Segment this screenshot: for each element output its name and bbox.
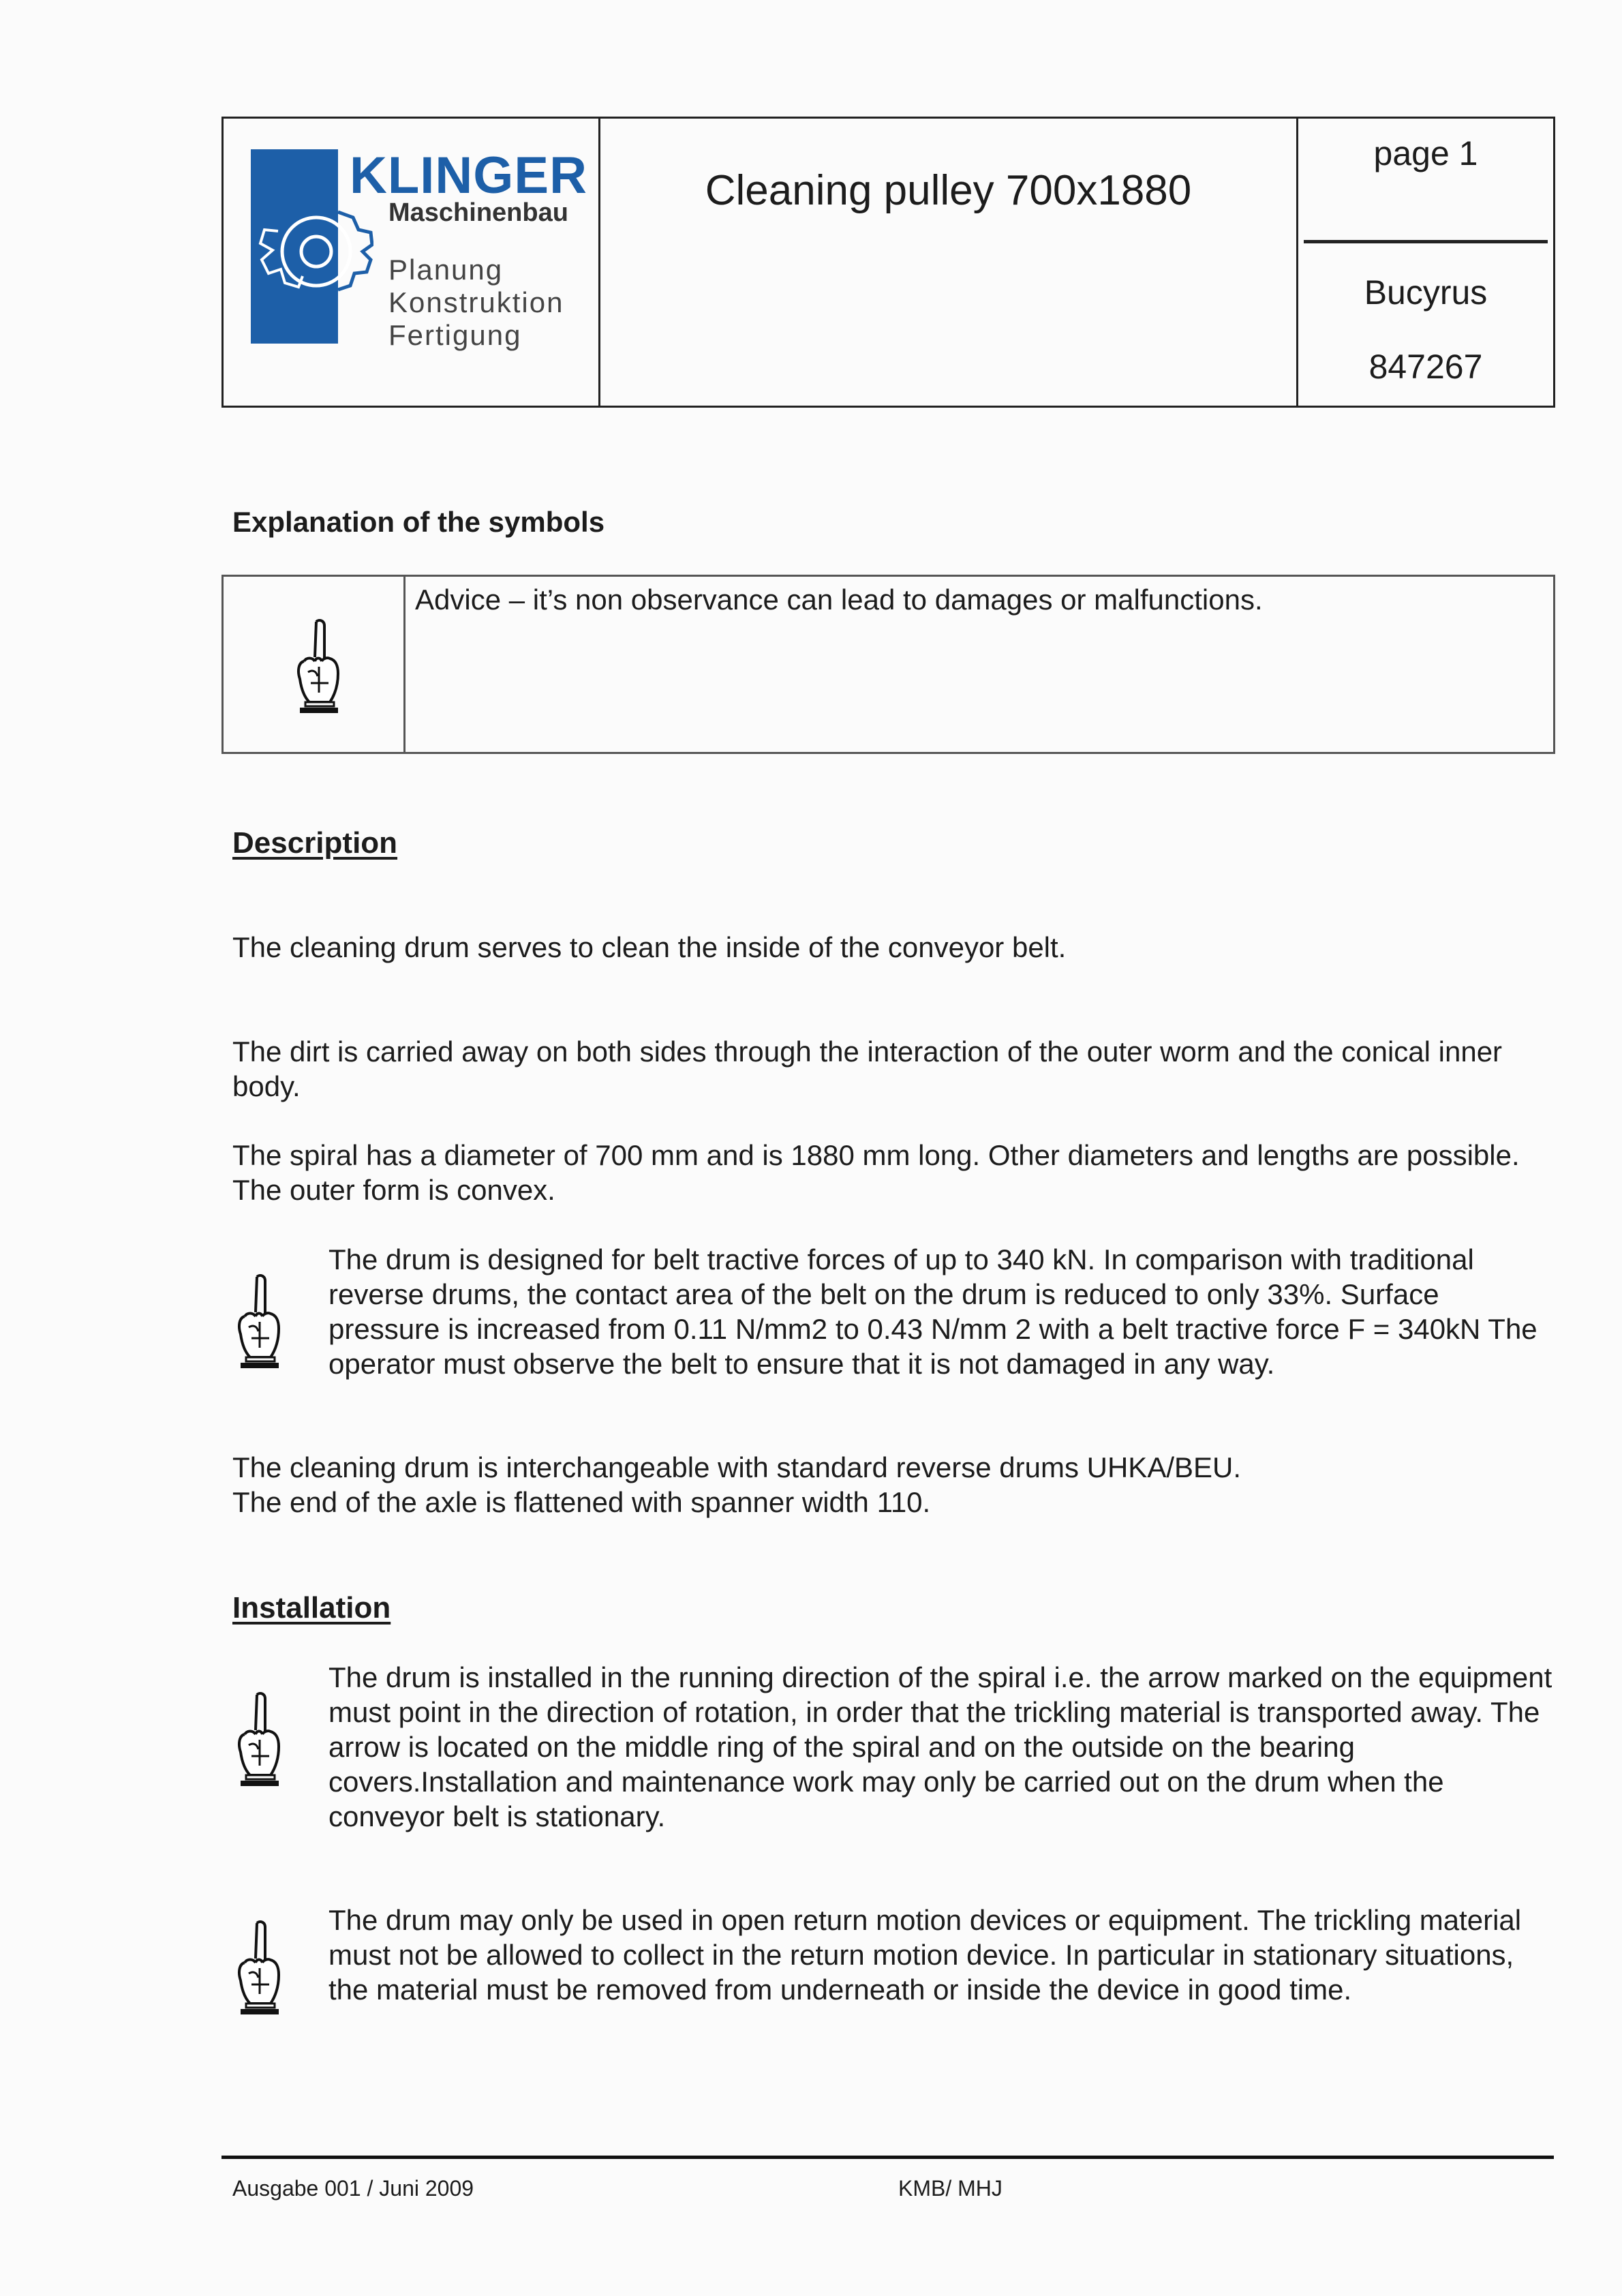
pointing-hand-icon <box>230 1691 284 1787</box>
description-paragraph-3: The spiral has a diameter of 700 mm and is 1880 mm long. Other diameters and lengths are possible. The outer form is convex. <box>232 1139 1520 1206</box>
installation-heading: Installation <box>232 1591 391 1625</box>
logo-line-planung: Planung <box>388 254 504 286</box>
customer-name: Bucyrus <box>1364 273 1488 312</box>
info-divider <box>1304 240 1548 243</box>
symbols-table <box>221 575 1555 754</box>
pointing-hand-icon <box>289 618 343 714</box>
symbol-cell <box>224 577 406 752</box>
pointing-hand-icon <box>230 1273 284 1370</box>
installation-note-1: The drum is installed in the running direction of the spiral i.e. the arrow marked on the equipment must point in the direction of rotation, in order that the trickling material is transported away. The arrow is located on the middle ring of the spiral and on the outside on the bearing covers.Installation and maintenance work may only be carried out on the drum when the conveyor belt is stationary. <box>328 1661 1552 1832</box>
info-cell <box>1296 119 1553 406</box>
document-number: 847267 <box>1368 348 1483 386</box>
footer-rule <box>221 2156 1554 2159</box>
description-heading: Description <box>232 826 398 860</box>
description-note: The drum is designed for belt tractive forces of up to 340 kN. In comparison with traditional reverse drums, the contact area of the belt on the drum is reduced to only 33%. Surface pressure is increased from 0.11 N/mm2 to 0.43 N/mm 2 with a belt tractive force F = 340kN The operator must observe the belt to ensure that it is not damaged in any way. <box>328 1243 1537 1380</box>
advice-text: Advice – it’s non observance can lead to damages or malfunctions. <box>415 584 1263 616</box>
document-title: Cleaning pulley 700x1880 <box>705 167 1192 214</box>
footer-author: KMB/ MHJ <box>898 2176 1003 2201</box>
footer-edition: Ausgabe 001 / Juni 2009 <box>232 2176 474 2201</box>
description-paragraph-1: The cleaning drum serves to clean the inside of the conveyor belt. <box>232 931 1067 963</box>
page-number: page 1 <box>1373 134 1478 172</box>
description-paragraph-4a: The cleaning drum is interchangeable with standard reverse drums UHKA/BEU. <box>232 1451 1242 1483</box>
logo-brand: KLINGER <box>350 147 587 205</box>
logo-subtitle: Maschinenbau <box>388 198 568 227</box>
description-paragraph-4b: The end of the axle is flattened with spanner width 110. <box>232 1486 931 1518</box>
logo-line-fertigung: Fertigung <box>388 319 522 351</box>
description-paragraph-2: The dirt is carried away on both sides through the interaction of the outer worm and the conical inner body. <box>232 1036 1503 1102</box>
document-header <box>221 117 1555 408</box>
logo-line-konstruktion: Konstruktion <box>388 286 564 318</box>
logo-cell <box>224 119 600 406</box>
symbols-heading: Explanation of the symbols <box>232 506 605 538</box>
pointing-hand-icon <box>230 1919 284 2016</box>
installation-note-2: The drum may only be used in open return motion devices or equipment. The trickling material must not be allowed to collect in the return motion device. In particular in stationary situations, the material must be removed from underneath or inside the device in good time. <box>328 1904 1522 2006</box>
